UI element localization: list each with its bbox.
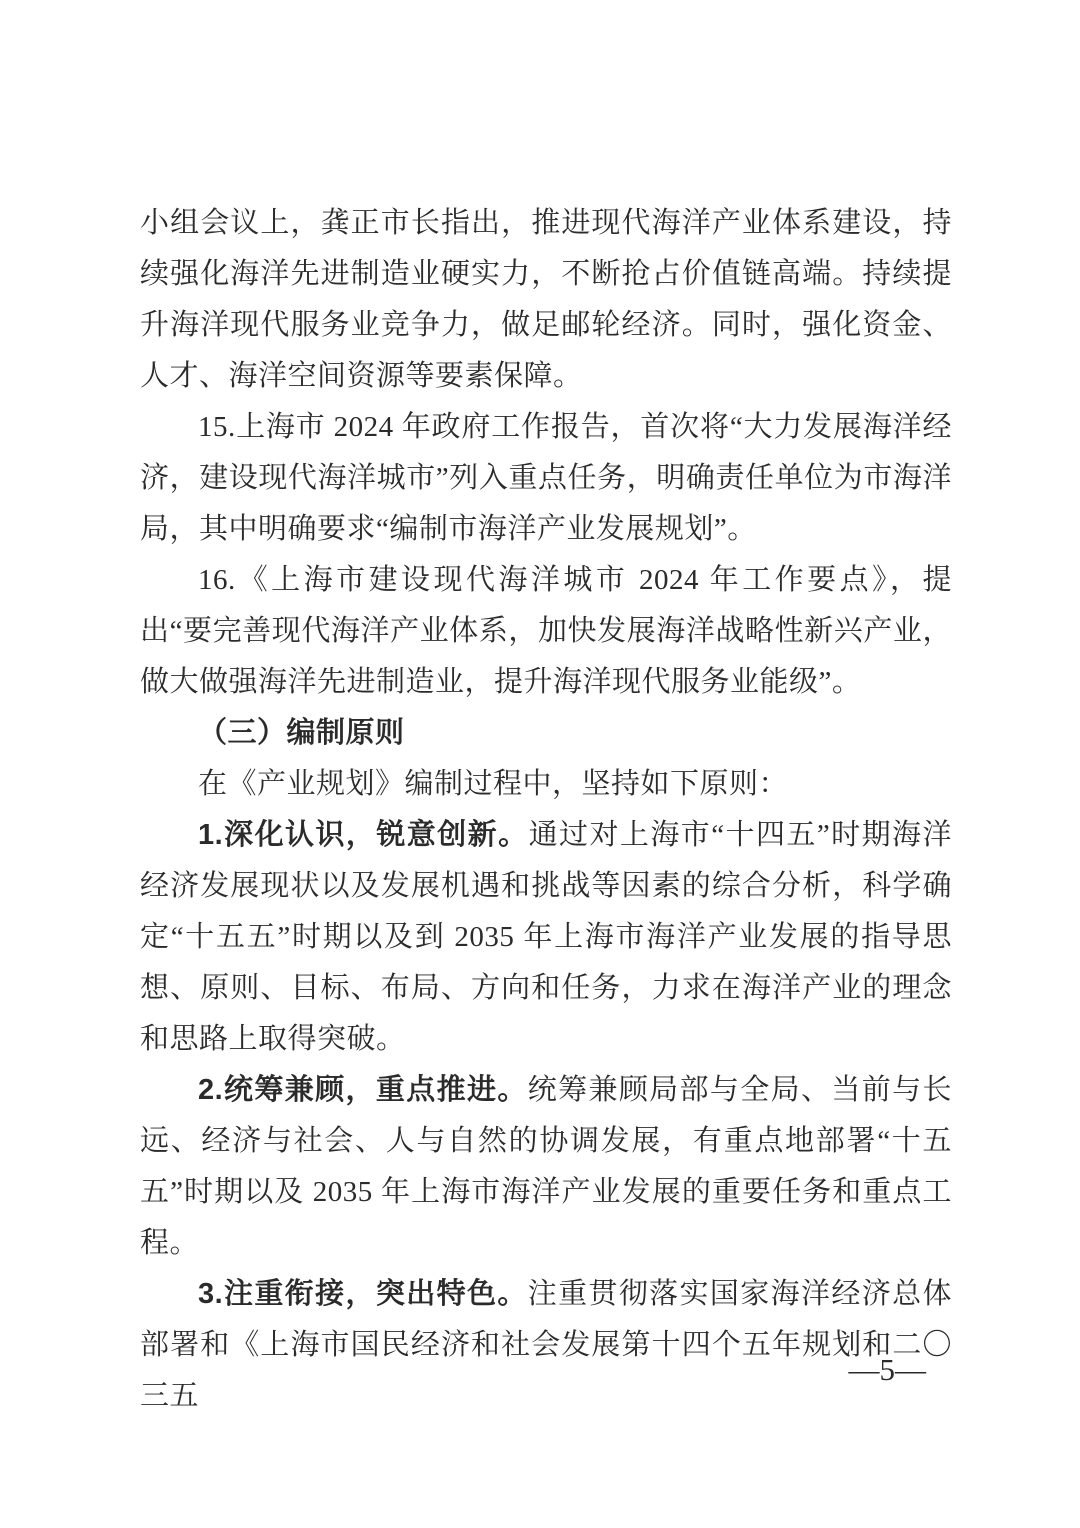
paragraph-text: 统筹兼顾局部与全局、当前与长远、经济与社会、人与自然的协调发展，有重点地部署“十五五”时期以及 2035 年上海市海洋产业发展的重要任务和重点工程。 xyxy=(140,1074,952,1259)
paragraph-text: 15.上海市 2024 年政府工作报告，首次将“大力发展海洋经济，建设现代海洋城市”列入重点任务，明确责任单位为市海洋局，其中明确要求“编制市海洋产业发展规划”。 xyxy=(140,411,952,545)
paragraph-item-16 xyxy=(140,555,952,708)
section-heading-text: （三）编制原则 xyxy=(198,717,405,749)
principle-3-lead: 3.注重衔接，突出特色。 xyxy=(198,1278,528,1310)
paragraph-item-15 xyxy=(140,402,952,555)
document-body xyxy=(140,198,952,1422)
paragraph-principle-3 xyxy=(140,1269,952,1422)
paragraph-text: 小组会议上，龚正市长指出，推进现代海洋产业体系建设，持续强化海洋先进制造业硬实力，不断抢占价值链高端。持续提升海洋现代服务业竞争力，做足邮轮经济。同时，强化资金、人才、海洋空间资源等要素保障。 xyxy=(140,207,952,392)
page-number: —5— xyxy=(848,1352,926,1387)
principle-2-lead: 2.统筹兼顾，重点推进。 xyxy=(198,1074,528,1106)
paragraph-text: 通过对上海市“十四五”时期海洋经济发展现状以及发展机遇和挑战等因素的综合分析，科学确定“十五五”时期以及到 2035 年上海市海洋产业发展的指导思想、原则、目标、布局、方向和任务，力求在海洋产业的理念和思路上取得突破。 xyxy=(140,819,953,1055)
paragraph-principles-intro xyxy=(140,759,952,810)
paragraph-text: 在《产业规划》编制过程中，坚持如下原则： xyxy=(198,768,789,800)
section-heading-principles xyxy=(140,708,952,759)
paragraph-principle-1 xyxy=(140,810,952,1065)
paragraph-text: 16.《上海市建设现代海洋城市 2024 年工作要点》，提出“要完善现代海洋产业体系，加快发展海洋战略性新兴产业，做大做强海洋先进制造业，提升海洋现代服务业能级”。 xyxy=(140,564,952,698)
paragraph-principle-2 xyxy=(140,1065,952,1269)
paragraph-continuation xyxy=(140,198,952,402)
paragraph-text: 注重贯彻落实国家海洋经济总体部署和《上海市国民经济和社会发展第十四个五年规划和二〇三五 xyxy=(140,1278,952,1412)
principle-1-lead: 1.深化认识，锐意创新。 xyxy=(198,819,529,851)
